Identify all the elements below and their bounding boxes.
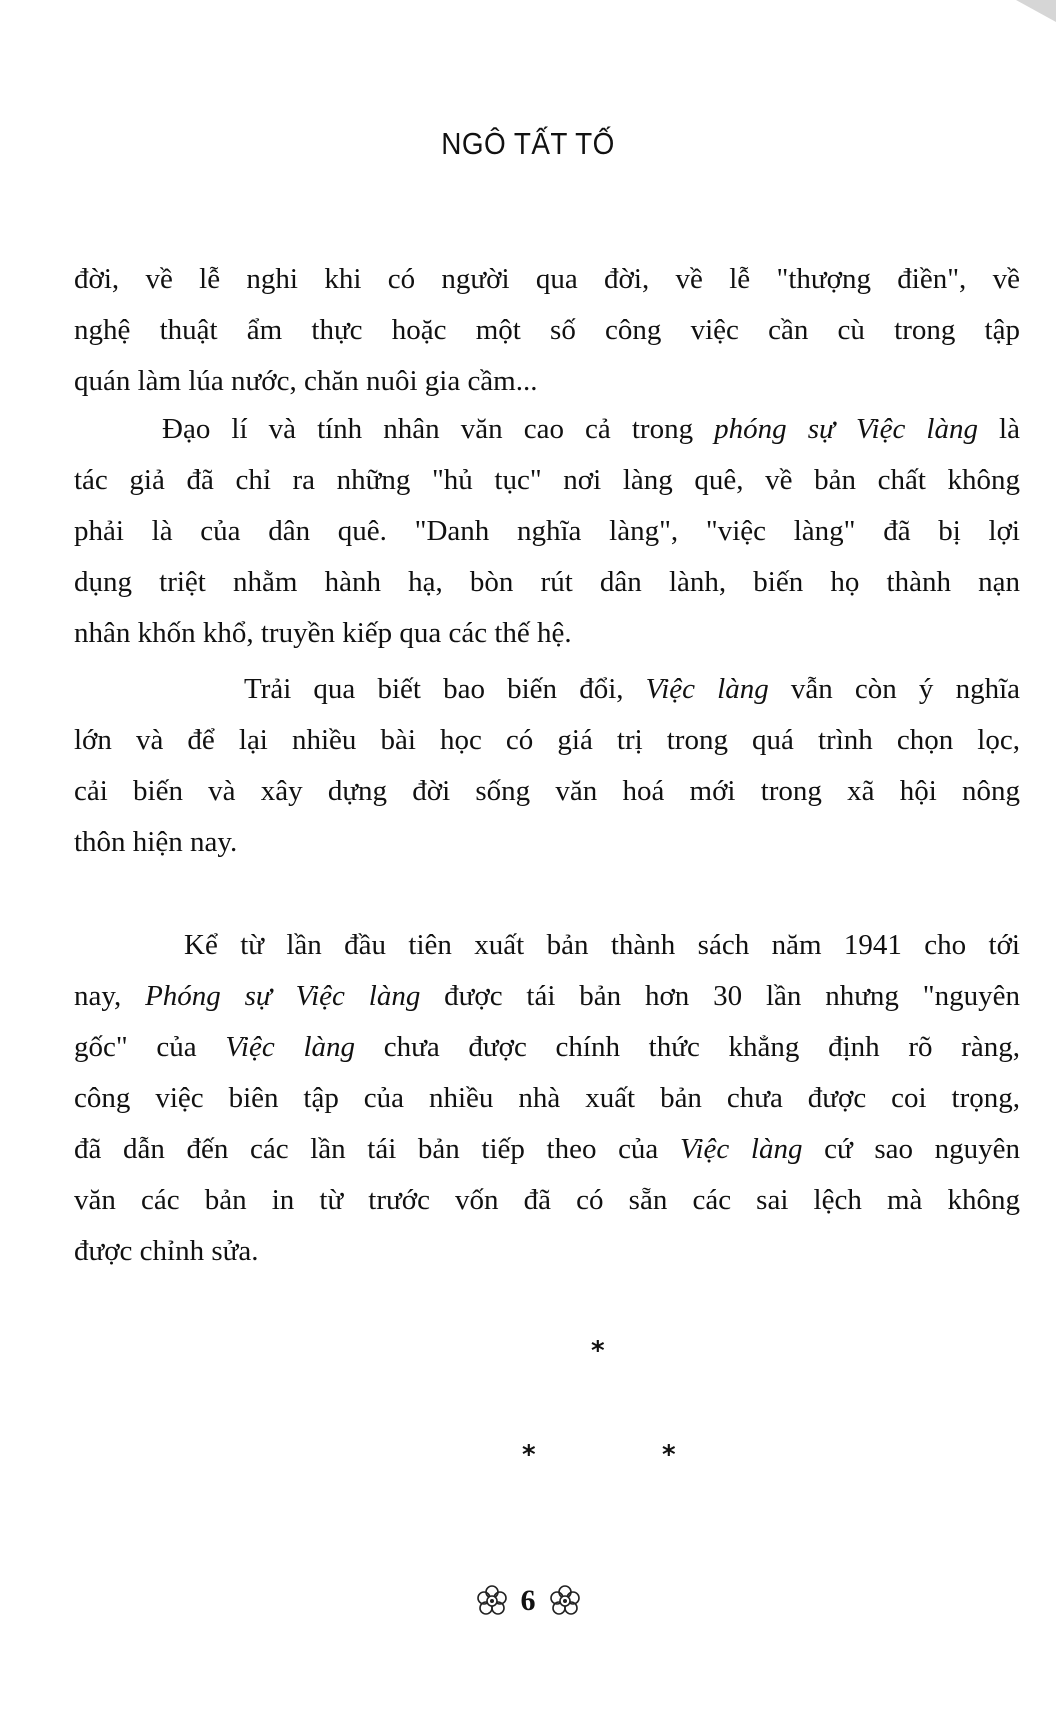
body-text: nay,	[74, 980, 146, 1012]
body-text: đã dẫn đến các lần tái bản tiếp theo của	[74, 1133, 680, 1165]
text-line	[74, 971, 1020, 1022]
paragraph-continuation	[74, 254, 1020, 407]
body-text: lớn và để lại nhiều bài học có giá trị trong quá trình chọn lọc,	[74, 724, 1020, 756]
section-break-star: *	[591, 1336, 605, 1366]
text-line	[74, 254, 1020, 305]
body-text: văn các bản in từ trước vốn đã có sẵn các sai lệch mà không	[74, 1184, 1020, 1216]
text-line	[74, 817, 1020, 868]
text-line	[74, 455, 1020, 506]
section-break-star: *	[522, 1440, 536, 1470]
text-line	[74, 920, 1020, 971]
text-line	[74, 506, 1020, 557]
text-line	[74, 1226, 1020, 1277]
text-line	[74, 1175, 1020, 1226]
body-text: được tái bản hơn 30 lần nhưng "nguyên	[420, 980, 1020, 1012]
body-text: cải biến và xây dựng đời sống văn hoá mới trong xã hội nông	[74, 775, 1020, 807]
body-text: gốc" của	[74, 1031, 226, 1063]
text-line	[74, 404, 1020, 455]
text-line	[74, 1073, 1020, 1124]
body-text: Đạo lí và tính nhân văn cao cả trong	[162, 413, 715, 445]
paragraph-ke-tu	[74, 920, 1020, 1277]
italic-title-text: Phóng sự Việc làng	[145, 980, 421, 1012]
flower-icon	[550, 1584, 580, 1618]
body-text: nhân khốn khổ, truyền kiếp qua các thế hệ.	[74, 617, 572, 649]
body-text: được chỉnh sửa.	[74, 1235, 259, 1267]
body-text: cứ sao nguyên	[802, 1133, 1020, 1165]
body-text: là	[977, 413, 1020, 445]
text-line	[74, 1022, 1020, 1073]
flower-icon	[477, 1584, 507, 1618]
text-line	[74, 557, 1020, 608]
running-header: NGÔ TẤT TỐ	[441, 126, 615, 161]
body-text: phải là của dân quê. "Danh nghĩa làng", "việc làng" đã bị lợi	[74, 515, 1020, 547]
body-text: Trải qua biết bao biến đổi,	[244, 673, 646, 705]
text-line	[74, 356, 1020, 407]
text-line	[74, 305, 1020, 356]
page-number: 6	[520, 1584, 536, 1617]
body-text: nghệ thuật ẩm thực hoặc một số công việc cần cù trong tập	[74, 314, 1020, 346]
text-line	[74, 664, 1020, 715]
page-footer	[0, 1584, 1056, 1618]
paragraph-dao-li	[74, 404, 1020, 659]
body-text: dụng triệt nhằm hành hạ, bòn rút dân lành, biến họ thành nạn	[74, 566, 1020, 598]
body-text: đời, về lễ nghi khi có người qua đời, về lễ "thượng điền", về	[74, 263, 1020, 295]
body-text: vẫn còn ý nghĩa	[768, 673, 1021, 705]
body-text: tác giả đã chỉ ra những "hủ tục" nơi làng quê, về bản chất không	[74, 464, 1020, 496]
text-line	[74, 608, 1020, 659]
page-corner-shadow	[1016, 0, 1056, 22]
body-text: thôn hiện nay.	[74, 826, 238, 858]
body-text: quán làm lúa nước, chăn nuôi gia cầm...	[74, 365, 538, 397]
italic-title-text: phóng sự Việc làng	[714, 413, 978, 445]
text-line	[74, 766, 1020, 817]
text-line	[74, 715, 1020, 766]
body-text: chưa được chính thức khẳng định rõ ràng,	[355, 1031, 1021, 1063]
body-text: công việc biên tập của nhiều nhà xuất bản chưa được coi trọng,	[74, 1082, 1020, 1114]
italic-title-text: Việc làng	[679, 1133, 803, 1165]
body-text: Kể từ lần đầu tiên xuất bản thành sách năm 1941 cho tới	[184, 929, 1020, 961]
italic-title-text: Việc làng	[225, 1031, 356, 1063]
italic-title-text: Việc làng	[645, 673, 769, 705]
section-break-star: *	[662, 1440, 676, 1470]
text-line	[74, 1124, 1020, 1175]
paragraph-trai-qua	[74, 664, 1020, 868]
